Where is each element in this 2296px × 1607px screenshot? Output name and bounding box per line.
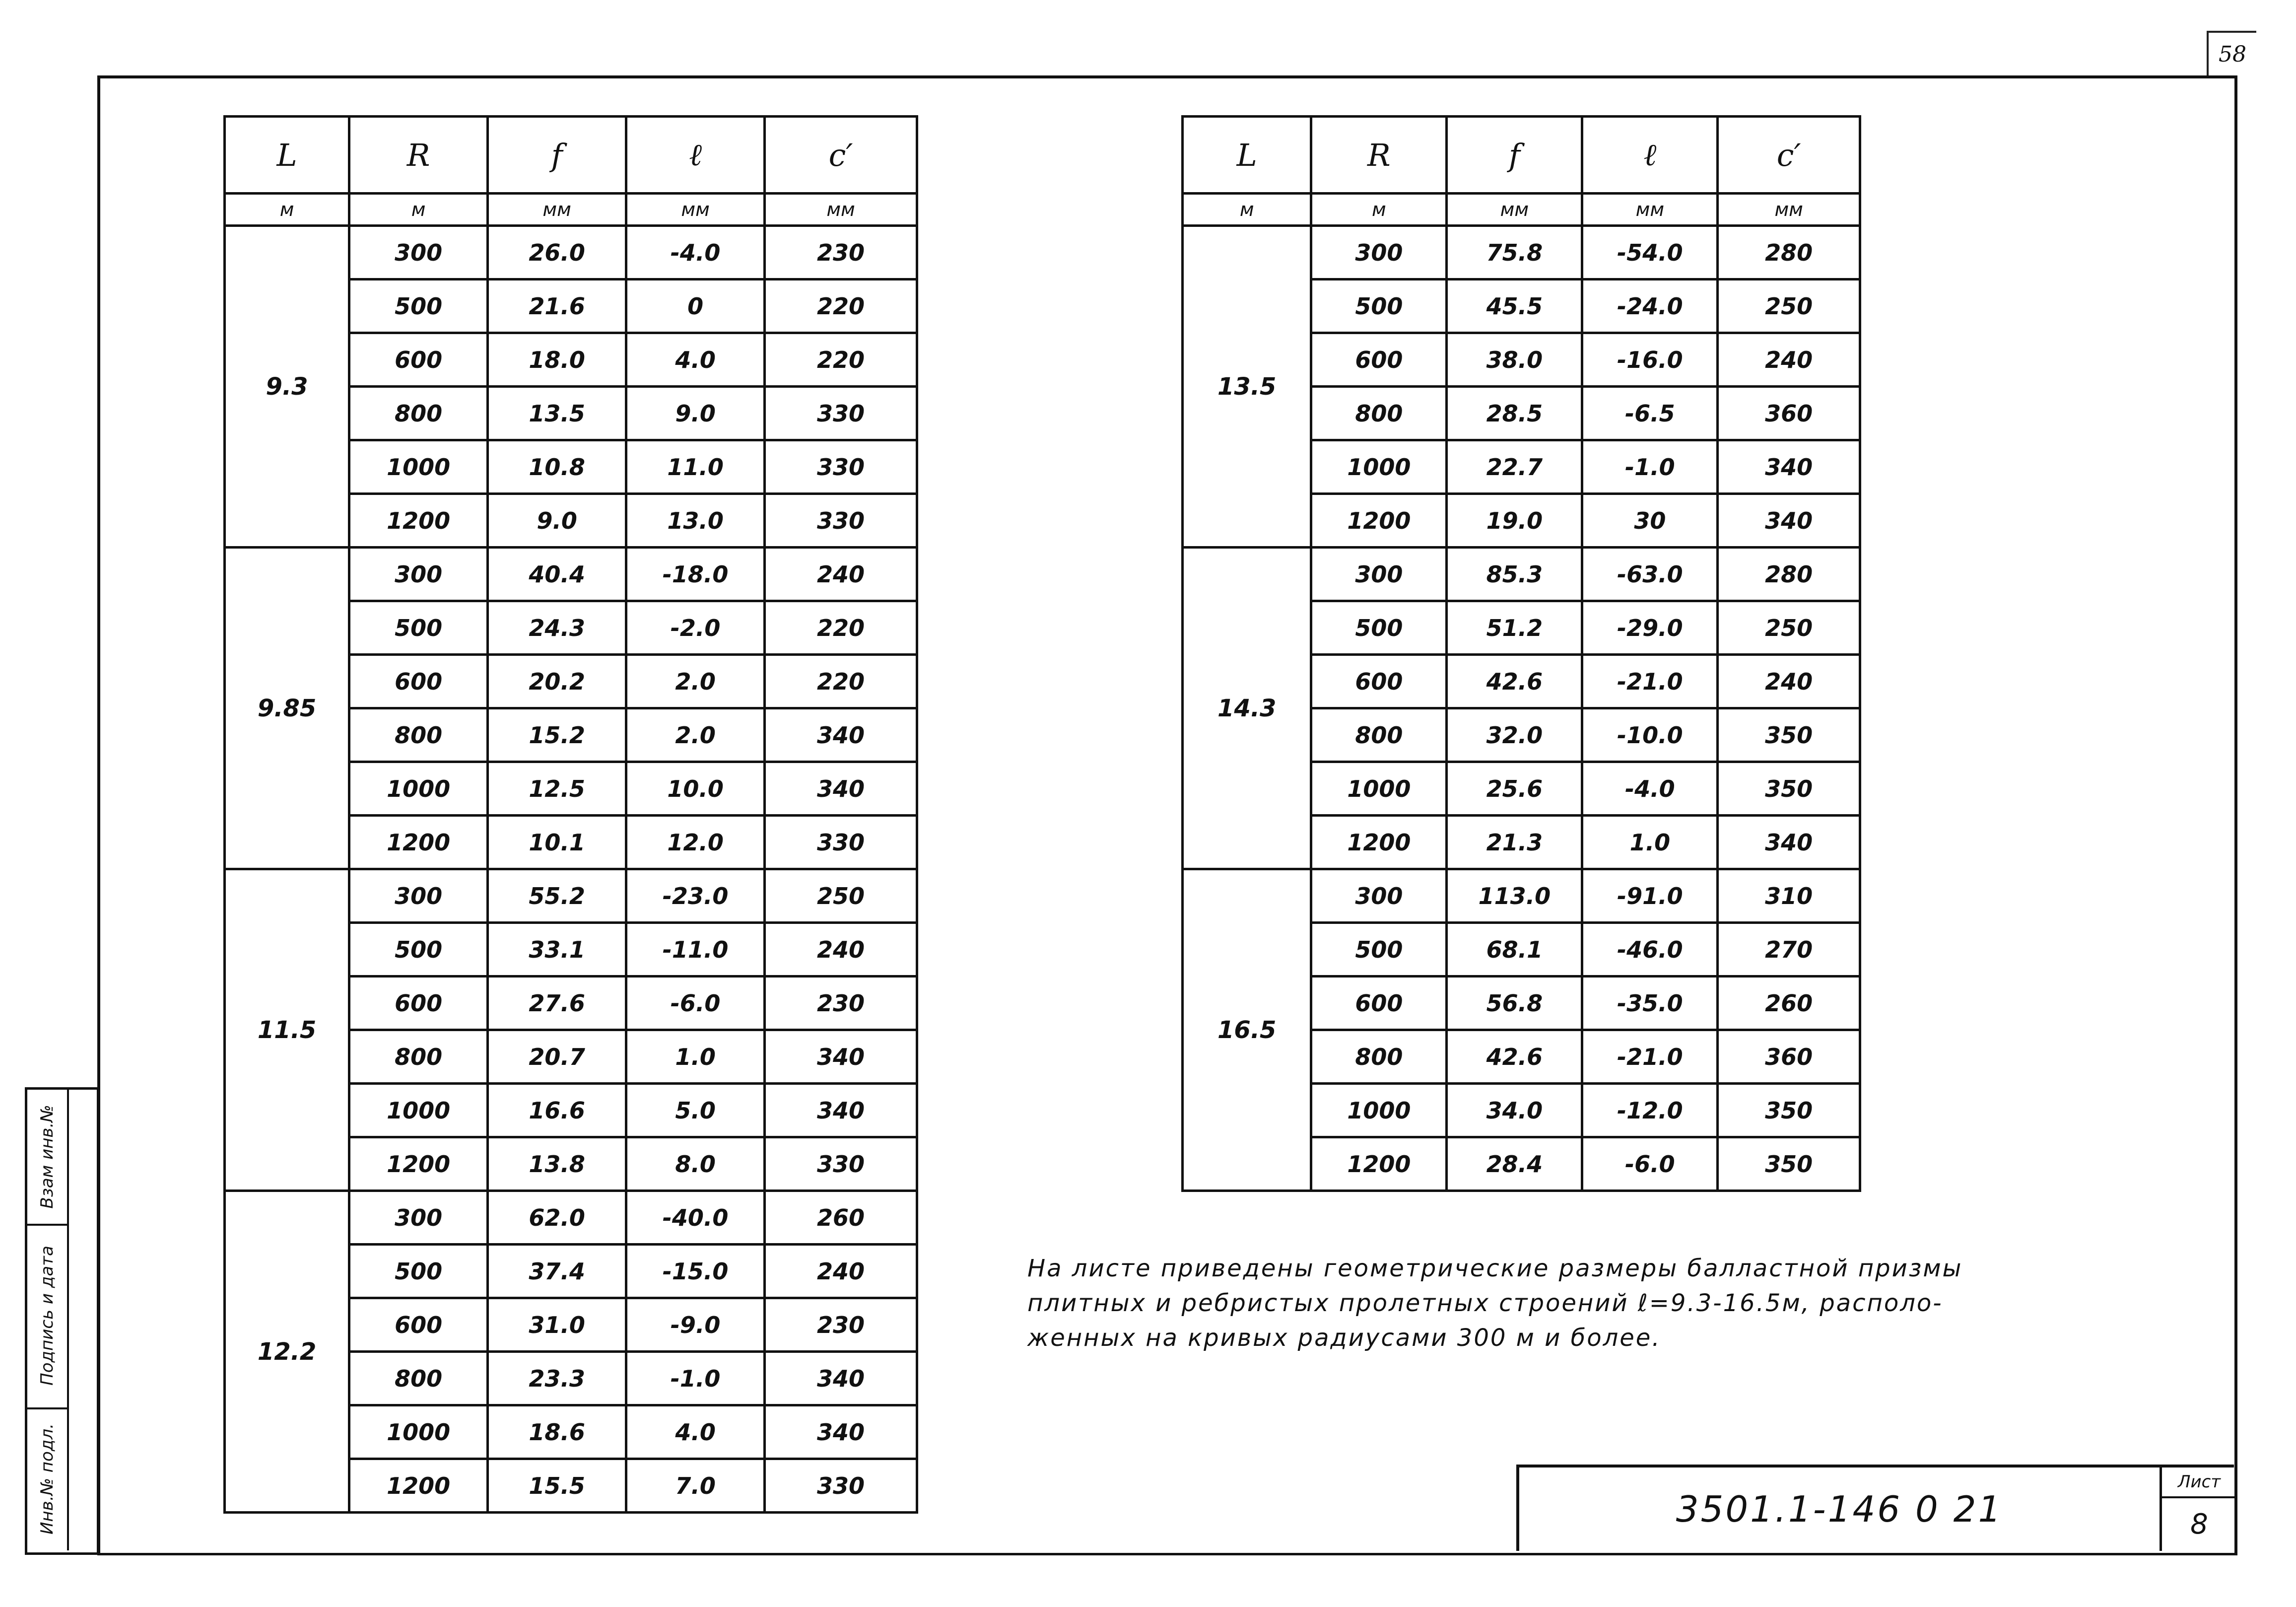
value-cell: 1000 <box>349 762 488 816</box>
value-cell: 250 <box>765 869 917 923</box>
value-cell: 350 <box>1718 1137 1860 1191</box>
value-cell: 330 <box>765 440 917 494</box>
value-cell: 2.0 <box>626 655 765 708</box>
span-length-cell: 16.5 <box>1183 869 1311 1191</box>
value-cell: 9.0 <box>626 387 765 440</box>
value-cell: 30 <box>1582 494 1718 548</box>
value-cell: 220 <box>765 333 917 387</box>
value-cell: 300 <box>349 548 488 601</box>
value-cell: 220 <box>765 279 917 333</box>
value-cell: 13.5 <box>488 387 626 440</box>
value-cell: 330 <box>765 1459 917 1513</box>
value-cell: 350 <box>1718 762 1860 816</box>
value-cell: 240 <box>1718 333 1860 387</box>
span-length-cell: 12.2 <box>225 1191 349 1513</box>
value-cell: 340 <box>1718 440 1860 494</box>
value-cell: 220 <box>765 601 917 655</box>
value-cell: 300 <box>349 1191 488 1245</box>
value-cell: 1000 <box>1311 762 1447 816</box>
value-cell: 1000 <box>349 440 488 494</box>
value-cell: 27.6 <box>488 977 626 1030</box>
value-cell: 34.0 <box>1447 1084 1582 1137</box>
value-cell: 330 <box>765 816 917 869</box>
value-cell: 16.6 <box>488 1084 626 1137</box>
value-cell: 500 <box>1311 279 1447 333</box>
value-cell: 2.0 <box>626 708 765 762</box>
value-cell: 500 <box>1311 923 1447 977</box>
value-cell: 42.6 <box>1447 655 1582 708</box>
value-cell: 1000 <box>349 1084 488 1137</box>
value-cell: 5.0 <box>626 1084 765 1137</box>
value-cell: -54.0 <box>1582 226 1718 279</box>
value-cell: 1.0 <box>626 1030 765 1084</box>
value-cell: -46.0 <box>1582 923 1718 977</box>
value-cell: -6.0 <box>626 977 765 1030</box>
value-cell: 350 <box>1718 1084 1860 1137</box>
value-cell: -35.0 <box>1582 977 1718 1030</box>
title-block <box>1516 1465 2234 1551</box>
value-cell: 11.0 <box>626 440 765 494</box>
right-data-table <box>1181 115 1861 1192</box>
value-cell: 310 <box>1718 869 1860 923</box>
header-cell: f <box>488 117 626 194</box>
value-cell: 220 <box>765 655 917 708</box>
value-cell: 1200 <box>1311 816 1447 869</box>
value-cell: 42.6 <box>1447 1030 1582 1084</box>
value-cell: 600 <box>1311 977 1447 1030</box>
header-cell: R <box>349 117 488 194</box>
value-cell: 340 <box>1718 816 1860 869</box>
note-line: На листе приведены геометрические размеры балластной призмы <box>1027 1255 1963 1282</box>
value-cell: 260 <box>765 1191 917 1245</box>
document-code: 3501.1-146 0 21 <box>1676 1488 2003 1530</box>
value-cell: 1.0 <box>1582 816 1718 869</box>
value-cell: 500 <box>349 279 488 333</box>
value-cell: 21.6 <box>488 279 626 333</box>
header-cell: R <box>1311 117 1447 194</box>
value-cell: 113.0 <box>1447 869 1582 923</box>
unit-cell: м <box>1183 194 1311 226</box>
unit-row <box>225 194 917 226</box>
value-cell: 1200 <box>349 1459 488 1513</box>
header-cell: ℓ <box>626 117 765 194</box>
value-cell: 800 <box>1311 387 1447 440</box>
value-cell: 800 <box>349 1352 488 1405</box>
span-length-cell: 9.3 <box>225 226 349 548</box>
value-cell: 28.4 <box>1447 1137 1582 1191</box>
value-cell: 40.4 <box>488 548 626 601</box>
value-cell: 250 <box>1718 279 1860 333</box>
value-cell: 300 <box>1311 869 1447 923</box>
page-number: 58 <box>2207 31 2256 75</box>
value-cell: 340 <box>765 1030 917 1084</box>
value-cell: 22.7 <box>1447 440 1582 494</box>
value-cell: 600 <box>1311 655 1447 708</box>
value-cell: 340 <box>1718 494 1860 548</box>
sheet-box <box>2160 1467 2236 1551</box>
header-cell: ℓ <box>1582 117 1718 194</box>
value-cell: 4.0 <box>626 333 765 387</box>
unit-cell: мм <box>765 194 917 226</box>
value-cell: 800 <box>1311 708 1447 762</box>
span-length-cell: 11.5 <box>225 869 349 1191</box>
value-cell: 18.0 <box>488 333 626 387</box>
value-cell: 33.1 <box>488 923 626 977</box>
value-cell: 300 <box>1311 226 1447 279</box>
side-cell <box>27 1090 69 1226</box>
value-cell: 340 <box>765 762 917 816</box>
value-cell: 240 <box>765 1245 917 1298</box>
left-data-table <box>223 115 918 1514</box>
value-cell: -9.0 <box>626 1298 765 1352</box>
value-cell: -4.0 <box>1582 762 1718 816</box>
value-cell: 330 <box>765 387 917 440</box>
value-cell: -63.0 <box>1582 548 1718 601</box>
value-cell: 300 <box>1311 548 1447 601</box>
value-cell: 55.2 <box>488 869 626 923</box>
value-cell: 240 <box>1718 655 1860 708</box>
value-cell: 800 <box>349 387 488 440</box>
sheet-number: 8 <box>2190 1508 2208 1540</box>
unit-cell: мм <box>488 194 626 226</box>
value-cell: 24.3 <box>488 601 626 655</box>
left-table-body <box>225 226 917 1513</box>
value-cell: 4.0 <box>626 1405 765 1459</box>
value-cell: 32.0 <box>1447 708 1582 762</box>
value-cell: 12.5 <box>488 762 626 816</box>
value-cell: 13.0 <box>626 494 765 548</box>
unit-cell: м <box>225 194 349 226</box>
value-cell: 1200 <box>349 1137 488 1191</box>
value-cell: 360 <box>1718 1030 1860 1084</box>
table-row <box>1183 226 1860 279</box>
table-row <box>225 548 917 601</box>
value-cell: 12.0 <box>626 816 765 869</box>
value-cell: 600 <box>1311 333 1447 387</box>
unit-row <box>1183 194 1860 226</box>
value-cell: 9.0 <box>488 494 626 548</box>
value-cell: -16.0 <box>1582 333 1718 387</box>
value-cell: 26.0 <box>488 226 626 279</box>
span-length-cell: 9.85 <box>225 548 349 869</box>
header-cell: c′ <box>1718 117 1860 194</box>
value-cell: 10.8 <box>488 440 626 494</box>
side-cell <box>27 1224 69 1409</box>
value-cell: 230 <box>765 226 917 279</box>
value-cell: -10.0 <box>1582 708 1718 762</box>
value-cell: 600 <box>349 1298 488 1352</box>
value-cell: 15.5 <box>488 1459 626 1513</box>
value-cell: 62.0 <box>488 1191 626 1245</box>
unit-cell: м <box>1311 194 1447 226</box>
value-cell: -15.0 <box>626 1245 765 1298</box>
header-cell: L <box>1183 117 1311 194</box>
value-cell: 340 <box>765 1084 917 1137</box>
value-cell: 800 <box>1311 1030 1447 1084</box>
value-cell: -11.0 <box>626 923 765 977</box>
value-cell: -40.0 <box>626 1191 765 1245</box>
unit-cell: мм <box>1447 194 1582 226</box>
unit-cell: мм <box>626 194 765 226</box>
value-cell: 37.4 <box>488 1245 626 1298</box>
value-cell: 1000 <box>1311 440 1447 494</box>
value-cell: 75.8 <box>1447 226 1582 279</box>
value-cell: 500 <box>349 601 488 655</box>
value-cell: 360 <box>1718 387 1860 440</box>
header-cell: c′ <box>765 117 917 194</box>
value-cell: -6.0 <box>1582 1137 1718 1191</box>
note-text <box>1027 1251 2169 1355</box>
value-cell: -21.0 <box>1582 1030 1718 1084</box>
value-cell: 500 <box>349 1245 488 1298</box>
value-cell: 85.3 <box>1447 548 1582 601</box>
value-cell: -1.0 <box>626 1352 765 1405</box>
value-cell: 21.3 <box>1447 816 1582 869</box>
side-cell <box>27 1407 69 1550</box>
value-cell: 51.2 <box>1447 601 1582 655</box>
value-cell: 300 <box>349 226 488 279</box>
value-cell: 230 <box>765 977 917 1030</box>
table-row <box>225 226 917 279</box>
value-cell: 20.7 <box>488 1030 626 1084</box>
value-cell: 23.3 <box>488 1352 626 1405</box>
value-cell: 340 <box>765 708 917 762</box>
value-cell: 340 <box>765 1405 917 1459</box>
note-line: женных на кривых радиусами 300 м и более. <box>1027 1324 1661 1352</box>
value-cell: -18.0 <box>626 548 765 601</box>
value-cell: 68.1 <box>1447 923 1582 977</box>
value-cell: 20.2 <box>488 655 626 708</box>
value-cell: 18.6 <box>488 1405 626 1459</box>
value-cell: -2.0 <box>626 601 765 655</box>
value-cell: 1200 <box>1311 494 1447 548</box>
side-label: Взам инв.№ <box>37 1105 57 1209</box>
note-line: плитных и ребристых пролетных строений ℓ=9.3-16.5м, располо- <box>1027 1289 1943 1317</box>
value-cell: 260 <box>1718 977 1860 1030</box>
value-cell: 31.0 <box>488 1298 626 1352</box>
value-cell: 230 <box>765 1298 917 1352</box>
value-cell: 8.0 <box>626 1137 765 1191</box>
value-cell: 600 <box>349 977 488 1030</box>
unit-cell: мм <box>1582 194 1718 226</box>
span-length-cell: 14.3 <box>1183 548 1311 869</box>
unit-cell: м <box>349 194 488 226</box>
sheet-label: Лист <box>2162 1467 2236 1498</box>
value-cell: 13.8 <box>488 1137 626 1191</box>
value-cell: 300 <box>349 869 488 923</box>
unit-cell: мм <box>1718 194 1860 226</box>
table-row <box>225 869 917 923</box>
value-cell: 500 <box>349 923 488 977</box>
value-cell: 270 <box>1718 923 1860 977</box>
table-row <box>225 1191 917 1245</box>
value-cell: 7.0 <box>626 1459 765 1513</box>
value-cell: 1000 <box>349 1405 488 1459</box>
value-cell: 1200 <box>1311 1137 1447 1191</box>
value-cell: 330 <box>765 494 917 548</box>
value-cell: 800 <box>349 1030 488 1084</box>
value-cell: 330 <box>765 1137 917 1191</box>
value-cell: -91.0 <box>1582 869 1718 923</box>
value-cell: 800 <box>349 708 488 762</box>
value-cell: 600 <box>349 655 488 708</box>
table-row <box>1183 869 1860 923</box>
value-cell: 350 <box>1718 708 1860 762</box>
value-cell: 340 <box>765 1352 917 1405</box>
value-cell: 240 <box>765 923 917 977</box>
value-cell: 15.2 <box>488 708 626 762</box>
value-cell: 1200 <box>349 816 488 869</box>
value-cell: 280 <box>1718 548 1860 601</box>
value-cell: 0 <box>626 279 765 333</box>
header-cell: f <box>1447 117 1582 194</box>
side-label: Подпись и дата <box>37 1246 57 1386</box>
value-cell: -6.5 <box>1582 387 1718 440</box>
value-cell: -24.0 <box>1582 279 1718 333</box>
value-cell: -29.0 <box>1582 601 1718 655</box>
value-cell: -4.0 <box>626 226 765 279</box>
value-cell: 10.1 <box>488 816 626 869</box>
value-cell: 280 <box>1718 226 1860 279</box>
right-table-body <box>1183 226 1860 1191</box>
header-row <box>225 117 917 194</box>
value-cell: 1200 <box>349 494 488 548</box>
value-cell: 38.0 <box>1447 333 1582 387</box>
value-cell: 25.6 <box>1447 762 1582 816</box>
value-cell: 10.0 <box>626 762 765 816</box>
value-cell: 500 <box>1311 601 1447 655</box>
value-cell: 45.5 <box>1447 279 1582 333</box>
header-cell: L <box>225 117 349 194</box>
value-cell: -12.0 <box>1582 1084 1718 1137</box>
value-cell: 240 <box>765 548 917 601</box>
value-cell: 1000 <box>1311 1084 1447 1137</box>
header-row <box>1183 117 1860 194</box>
value-cell: -21.0 <box>1582 655 1718 708</box>
span-length-cell: 13.5 <box>1183 226 1311 548</box>
side-stamp-strip <box>25 1087 99 1555</box>
table-row <box>1183 548 1860 601</box>
side-label: Инв.№ подл. <box>37 1423 57 1535</box>
value-cell: -1.0 <box>1582 440 1718 494</box>
value-cell: 600 <box>349 333 488 387</box>
value-cell: -23.0 <box>626 869 765 923</box>
value-cell: 250 <box>1718 601 1860 655</box>
value-cell: 56.8 <box>1447 977 1582 1030</box>
value-cell: 28.5 <box>1447 387 1582 440</box>
value-cell: 19.0 <box>1447 494 1582 548</box>
